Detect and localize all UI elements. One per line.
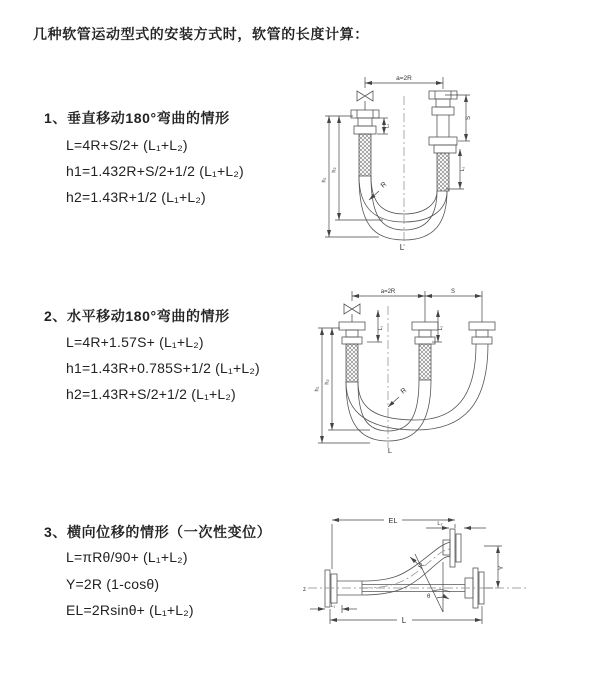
- length-label: L: [387, 446, 393, 455]
- upper-flange: [443, 529, 461, 567]
- dim-l2-label: L₂: [460, 166, 466, 172]
- dim-l1: [310, 603, 357, 613]
- dim-h1: [315, 328, 371, 443]
- left-flange: [325, 570, 362, 607]
- middle-pipe-fitting: [412, 322, 438, 380]
- diagram-vertical-180-bend: [313, 70, 503, 252]
- section-2-formula-h2: h2=1.43R+S/2+1/2 (L₁+L₂): [66, 386, 236, 402]
- radius-label: R: [379, 180, 389, 190]
- dim-a2r: [365, 75, 443, 89]
- section-1-heading: 1、垂直移动180°弯曲的情形: [44, 110, 230, 126]
- angle-theta-label: θ: [427, 594, 431, 600]
- dim-l1: [367, 310, 384, 342]
- radius-label: R: [399, 386, 409, 396]
- dim-l1-label: L₁: [384, 123, 391, 129]
- page-title: 几种软管运动型式的安装方式时，软管的长度计算：: [33, 26, 369, 42]
- section-3-formula-L: L=πRθ/90+ (L₁+L₂): [66, 549, 188, 565]
- section-1-formula-h2: h2=1.43R+1/2 (L₁+L₂): [66, 189, 206, 205]
- dim-l-label: L: [401, 616, 407, 625]
- dim-y-label: Y: [498, 565, 505, 571]
- dim-el-label: EL: [388, 516, 398, 525]
- dim-a2r-label: a=2R: [380, 289, 396, 295]
- dim-a2r: [352, 289, 482, 322]
- valve-icon: [357, 91, 373, 110]
- diagram-horizontal-180-bend: [310, 284, 525, 456]
- section-2-heading: 2、水平移动180°弯曲的情形: [44, 308, 230, 324]
- radius-label: R: [417, 562, 427, 570]
- hose-curves: [359, 176, 447, 240]
- left-pipe-fitting: [339, 322, 365, 382]
- valve-icon: [344, 304, 360, 322]
- section-3-heading: 3、横向位移的情形（一次性变位）: [44, 524, 272, 540]
- section-2-formula-L: L=4R+1.57S+ (L₁+L₂): [66, 334, 204, 350]
- section-1-formula-L: L=4R+S/2+ (L₁+L₂): [66, 137, 188, 153]
- diagram-lateral-displacement: [300, 512, 565, 644]
- length-label: L: [399, 243, 405, 252]
- dim-h1-label: h₁: [314, 386, 321, 392]
- radius-callout: [388, 387, 408, 407]
- dim-l1-label: L₁: [378, 325, 384, 331]
- dim-l2: [426, 521, 486, 528]
- dim-h2-label: h₂: [331, 167, 338, 173]
- dim-h2-label: h₂: [324, 379, 331, 385]
- right-pipe-fitting: [469, 322, 495, 344]
- dim-s-label: S: [450, 289, 456, 295]
- right-pipe-fitting: [429, 91, 457, 191]
- dim-y: [484, 546, 505, 588]
- section-3-formula-EL: EL=2Rsinθ+ (L₁+L₂): [66, 602, 194, 618]
- dim-a2r-label: a=2R: [396, 75, 412, 82]
- dim-h1-label: h₁: [321, 177, 328, 183]
- hose-curves: [346, 344, 488, 441]
- centerline-z-mark: z: [303, 587, 306, 593]
- dim-l2-label: L₂: [438, 325, 444, 331]
- left-pipe-fitting: [351, 110, 379, 176]
- dim-s-label: S: [466, 115, 472, 121]
- dim-h2: [332, 116, 384, 220]
- section-2-formula-h1: h1=1.43R+0.785S+1/2 (L₁+L₂): [66, 360, 260, 376]
- dim-l2-label: L₂: [437, 521, 443, 527]
- section-3-formula-Y: Y=2R (1-cosθ): [66, 576, 160, 592]
- hose-s-curve: [362, 542, 450, 595]
- dim-l1-label: L₁: [330, 603, 336, 609]
- section-1-formula-h1: h1=1.432R+S/2+1/2 (L₁+L₂): [66, 163, 244, 179]
